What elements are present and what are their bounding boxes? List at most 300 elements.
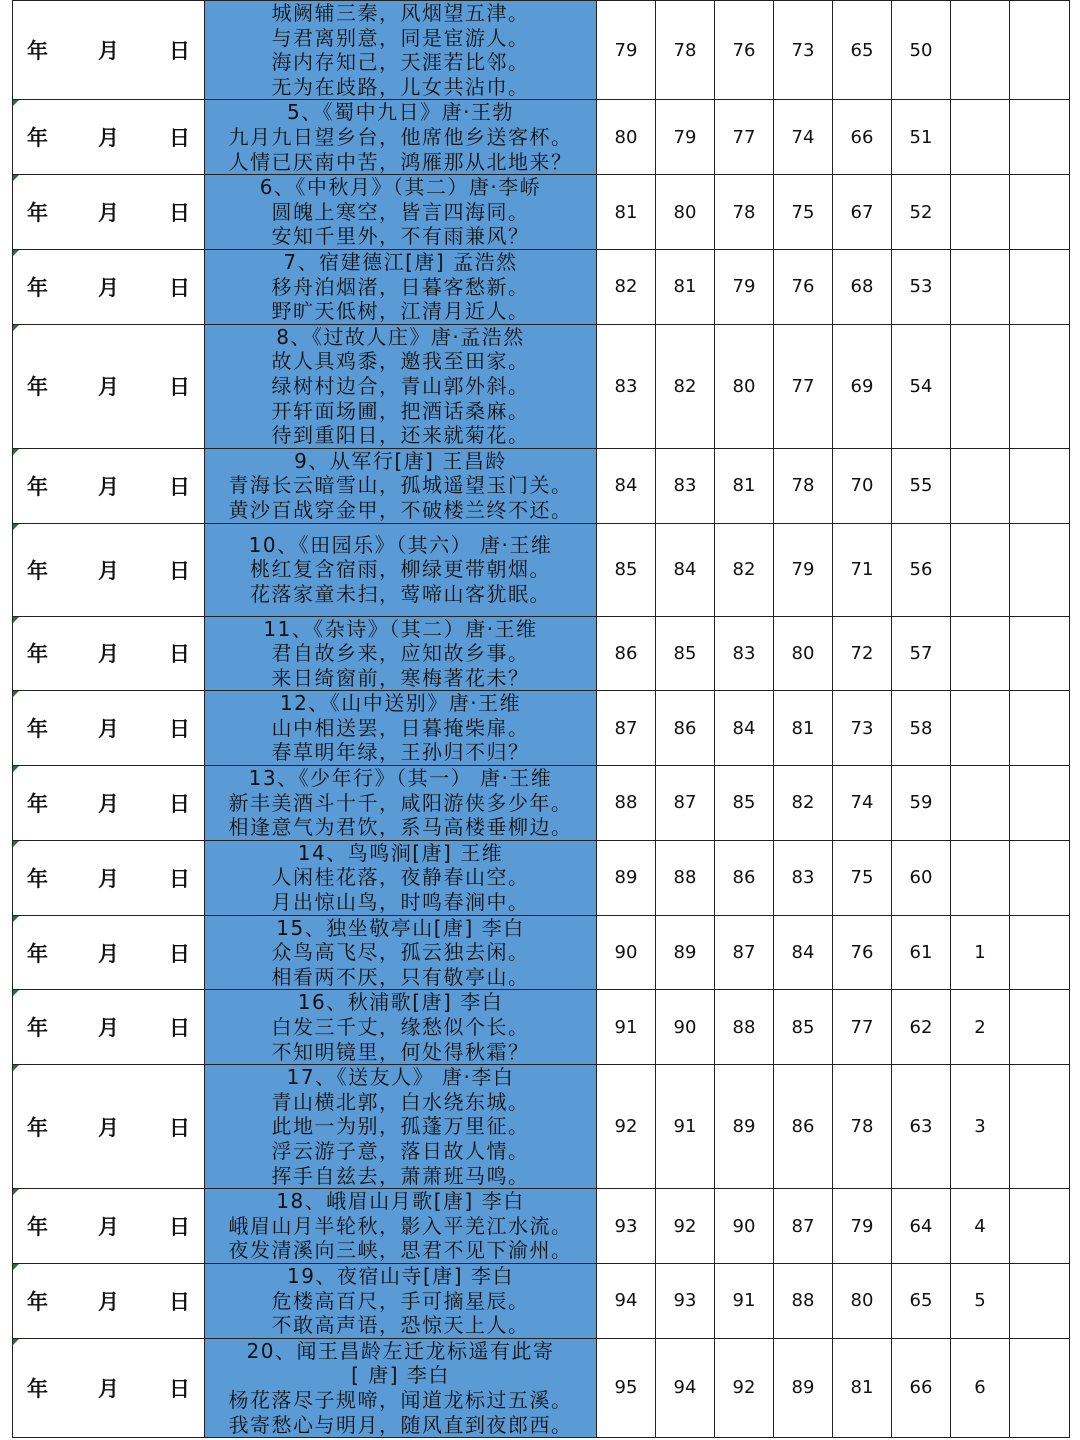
cell-corner-marker — [13, 617, 19, 623]
count-cell[interactable] — [1010, 1189, 1070, 1264]
cell-corner-marker — [13, 449, 19, 455]
date-label-day: 日 — [169, 275, 190, 300]
date-labels — [13, 197, 204, 227]
poem-cell — [205, 448, 597, 523]
poem-schedule-table — [12, 0, 1070, 1438]
count-cell[interactable]: 74 — [833, 766, 892, 841]
count-cell[interactable] — [951, 691, 1010, 766]
count-cell[interactable]: 5 — [951, 1263, 1010, 1338]
count-cell[interactable]: 70 — [833, 448, 892, 523]
cell-corner-marker — [13, 691, 19, 697]
count-cell[interactable]: 86 — [774, 1065, 833, 1189]
date-labels — [13, 938, 204, 968]
count-cell[interactable]: 88 — [597, 766, 656, 841]
date-labels — [13, 788, 204, 818]
count-cell[interactable] — [1010, 990, 1070, 1065]
count-cell[interactable]: 55 — [892, 448, 951, 523]
poem-line: 移舟泊烟渚，日暮客愁新。 — [271, 274, 530, 299]
count-cell[interactable]: 63 — [892, 1065, 951, 1189]
count-cell[interactable]: 85 — [597, 523, 656, 616]
count-cell[interactable]: 89 — [597, 840, 656, 915]
poem-cell — [205, 324, 597, 448]
count-cell[interactable]: 90 — [656, 990, 715, 1065]
poem-line: 浮云游子意，落日故人情。 — [271, 1138, 530, 1163]
count-cell[interactable]: 82 — [774, 766, 833, 841]
date-label-year: 年 — [27, 1215, 48, 1240]
count-cell[interactable] — [1010, 766, 1070, 841]
date-cell[interactable] — [13, 249, 205, 324]
date-cell[interactable] — [13, 1065, 205, 1189]
date-label-year: 年 — [27, 791, 48, 816]
date-label-year: 年 — [27, 941, 48, 966]
count-cell[interactable]: 83 — [715, 616, 774, 691]
count-cell[interactable]: 78 — [715, 175, 774, 250]
date-label-year: 年 — [27, 39, 48, 64]
count-cell[interactable]: 89 — [656, 915, 715, 990]
poem-cell — [205, 175, 597, 250]
count-cell[interactable] — [1010, 324, 1070, 448]
count-cell[interactable]: 65 — [833, 1, 892, 100]
date-label-day: 日 — [169, 1376, 190, 1401]
count-cell[interactable]: 90 — [597, 915, 656, 990]
date-label-month: 月 — [98, 558, 119, 583]
poem-line: 人闲桂花落，夜静春山空。 — [271, 865, 530, 890]
date-labels — [13, 35, 204, 65]
date-label-day: 日 — [169, 1016, 190, 1041]
count-cell[interactable]: 89 — [774, 1338, 833, 1437]
count-cell[interactable] — [951, 324, 1010, 448]
poem-cell — [205, 915, 597, 990]
count-cell[interactable]: 84 — [656, 523, 715, 616]
count-cell[interactable] — [951, 175, 1010, 250]
count-cell[interactable] — [1010, 1338, 1070, 1437]
table-row — [13, 324, 1070, 448]
date-cell[interactable] — [13, 616, 205, 691]
poem-line: 新丰美酒斗十千，咸阳游侠多少年。 — [228, 790, 573, 815]
date-label-day: 日 — [169, 1115, 190, 1140]
poem-cell — [205, 100, 597, 175]
count-cell[interactable] — [951, 448, 1010, 523]
date-cell[interactable] — [13, 448, 205, 523]
poem-line: 夜发清溪向三峡，思君不见下渝州。 — [228, 1238, 573, 1263]
poem-line: 城阙辅三秦，风烟望五津。 — [271, 1, 530, 25]
count-cell[interactable]: 87 — [597, 691, 656, 766]
count-cell[interactable]: 86 — [656, 691, 715, 766]
count-cell[interactable]: 94 — [656, 1338, 715, 1437]
count-cell[interactable]: 88 — [774, 1263, 833, 1338]
count-cell[interactable]: 93 — [656, 1263, 715, 1338]
table-row — [13, 1189, 1070, 1264]
date-label-month: 月 — [98, 717, 119, 742]
count-cell[interactable]: 1 — [951, 915, 1010, 990]
count-cell[interactable]: 65 — [892, 1263, 951, 1338]
count-cell[interactable]: 66 — [892, 1338, 951, 1437]
date-label-month: 月 — [98, 866, 119, 891]
date-label-year: 年 — [27, 1289, 48, 1314]
count-cell[interactable]: 67 — [833, 175, 892, 250]
date-label-month: 月 — [98, 642, 119, 667]
date-cell[interactable] — [13, 1263, 205, 1338]
date-label-month: 月 — [98, 474, 119, 499]
count-cell[interactable]: 6 — [951, 1338, 1010, 1437]
poem-cell — [205, 1189, 597, 1264]
poem-line: 安知千里外，不有雨兼风？ — [271, 224, 530, 249]
count-cell[interactable]: 81 — [833, 1338, 892, 1437]
table-row — [13, 990, 1070, 1065]
date-cell[interactable] — [13, 1, 205, 100]
poem-line: 来日绮窗前，寒梅著花未？ — [271, 665, 530, 690]
count-cell[interactable]: 79 — [774, 523, 833, 616]
poem-title: 12、《山中送别》唐·王维 — [279, 691, 522, 716]
count-cell[interactable]: 61 — [892, 915, 951, 990]
date-label-day: 日 — [169, 558, 190, 583]
count-cell[interactable]: 80 — [774, 616, 833, 691]
poem-title: 13、《少年行》（其一） 唐·王维 — [248, 766, 553, 791]
table-row — [13, 1263, 1070, 1338]
count-cell[interactable]: 80 — [833, 1263, 892, 1338]
count-cell[interactable] — [1010, 1, 1070, 100]
date-cell[interactable] — [13, 100, 205, 175]
poem-line: 山中相送罢，日暮掩柴扉。 — [271, 715, 530, 740]
date-cell[interactable] — [13, 691, 205, 766]
count-cell[interactable]: 66 — [833, 100, 892, 175]
poem-line: 野旷天低树，江清月近人。 — [271, 299, 530, 324]
poem-line: 与君离别意，同是宦游人。 — [271, 25, 530, 50]
poem-line: 挥手自兹去，萧萧班马鸣。 — [271, 1163, 530, 1188]
count-cell[interactable] — [1010, 915, 1070, 990]
date-cell[interactable] — [13, 840, 205, 915]
date-cell[interactable] — [13, 175, 205, 250]
count-cell[interactable]: 77 — [833, 990, 892, 1065]
count-cell[interactable]: 76 — [715, 1, 774, 100]
poem-title: 17、《送友人》 唐·李白 — [286, 1065, 515, 1090]
count-cell[interactable]: 57 — [892, 616, 951, 691]
poem-line: 故人具鸡黍，邀我至田家。 — [271, 349, 530, 374]
count-cell[interactable]: 54 — [892, 324, 951, 448]
date-cell[interactable] — [13, 1338, 205, 1437]
poem-cell — [205, 840, 597, 915]
count-cell[interactable]: 77 — [774, 324, 833, 448]
count-cell[interactable]: 62 — [892, 990, 951, 1065]
date-labels — [13, 863, 204, 893]
poem-title: 20、闻王昌龄左迁龙标遥有此寄 — [246, 1338, 555, 1363]
date-label-year: 年 — [27, 474, 48, 499]
count-cell[interactable]: 79 — [715, 249, 774, 324]
count-cell[interactable]: 91 — [656, 1065, 715, 1189]
count-cell[interactable] — [951, 616, 1010, 691]
date-label-day: 日 — [169, 642, 190, 667]
count-cell[interactable]: 85 — [774, 990, 833, 1065]
date-labels — [13, 1286, 204, 1316]
count-cell[interactable]: 80 — [597, 100, 656, 175]
poem-line: 无为在歧路，儿女共沾巾。 — [271, 74, 530, 99]
date-cell[interactable] — [13, 1189, 205, 1264]
count-cell[interactable]: 84 — [774, 915, 833, 990]
count-cell[interactable] — [951, 840, 1010, 915]
poem-line: [ 唐] 李白 — [351, 1363, 450, 1388]
count-cell[interactable]: 84 — [597, 448, 656, 523]
date-label-day: 日 — [169, 39, 190, 64]
poem-cell — [205, 691, 597, 766]
date-labels — [13, 471, 204, 501]
poem-title: 9、从军行[唐] 王昌龄 — [294, 448, 507, 473]
count-cell[interactable]: 95 — [597, 1338, 656, 1437]
date-label-day: 日 — [169, 126, 190, 151]
count-cell[interactable]: 81 — [774, 691, 833, 766]
count-cell[interactable]: 94 — [597, 1263, 656, 1338]
poem-line: 春草明年绿，王孙归不归？ — [271, 740, 530, 765]
date-labels — [13, 713, 204, 743]
count-cell[interactable] — [1010, 448, 1070, 523]
count-cell[interactable]: 64 — [892, 1189, 951, 1264]
count-cell[interactable]: 4 — [951, 1189, 1010, 1264]
count-cell[interactable] — [951, 249, 1010, 324]
date-label-year: 年 — [27, 126, 48, 151]
count-cell[interactable]: 91 — [597, 990, 656, 1065]
cell-corner-marker — [13, 524, 19, 530]
count-cell[interactable]: 78 — [774, 448, 833, 523]
count-cell[interactable]: 88 — [715, 990, 774, 1065]
count-cell[interactable]: 93 — [597, 1189, 656, 1264]
table-row — [13, 100, 1070, 175]
count-cell[interactable] — [1010, 1263, 1070, 1338]
count-cell[interactable]: 80 — [715, 324, 774, 448]
count-cell[interactable]: 83 — [774, 840, 833, 915]
poem-line: 此地一为别，孤蓬万里征。 — [271, 1114, 530, 1139]
poem-title: 5、《蜀中九日》唐·王勃 — [286, 100, 515, 125]
table-row — [13, 1, 1070, 100]
count-cell[interactable]: 81 — [656, 249, 715, 324]
count-cell[interactable]: 72 — [833, 616, 892, 691]
count-cell[interactable] — [1010, 249, 1070, 324]
count-cell[interactable]: 58 — [892, 691, 951, 766]
date-labels — [13, 122, 204, 152]
table-row — [13, 766, 1070, 841]
count-cell[interactable]: 85 — [715, 766, 774, 841]
count-cell[interactable]: 73 — [833, 691, 892, 766]
date-label-year: 年 — [27, 275, 48, 300]
count-cell[interactable]: 2 — [951, 990, 1010, 1065]
poem-cell — [205, 990, 597, 1065]
count-cell[interactable] — [1010, 840, 1070, 915]
count-cell[interactable]: 89 — [715, 1065, 774, 1189]
count-cell[interactable]: 82 — [597, 249, 656, 324]
table-row — [13, 249, 1070, 324]
count-cell[interactable]: 81 — [715, 448, 774, 523]
count-cell[interactable]: 78 — [833, 1065, 892, 1189]
count-cell[interactable]: 87 — [715, 915, 774, 990]
poem-title: 10、《田园乐》（其六） 唐·王维 — [248, 532, 553, 557]
poem-title: 7、宿建德江[唐] 孟浩然 — [283, 249, 518, 274]
count-cell[interactable]: 69 — [833, 324, 892, 448]
cell-corner-marker — [13, 325, 19, 331]
count-cell[interactable]: 73 — [774, 1, 833, 100]
count-cell[interactable]: 71 — [833, 523, 892, 616]
count-cell[interactable]: 56 — [892, 523, 951, 616]
count-cell[interactable]: 83 — [597, 324, 656, 448]
date-label-day: 日 — [169, 1215, 190, 1240]
date-label-year: 年 — [27, 642, 48, 667]
count-cell[interactable]: 78 — [656, 1, 715, 100]
count-cell[interactable]: 79 — [597, 1, 656, 100]
count-cell[interactable]: 87 — [774, 1189, 833, 1264]
date-labels — [13, 1112, 204, 1142]
count-cell[interactable]: 92 — [656, 1189, 715, 1264]
count-cell[interactable]: 51 — [892, 100, 951, 175]
poem-cell — [205, 1065, 597, 1189]
count-cell[interactable]: 88 — [656, 840, 715, 915]
count-cell[interactable]: 52 — [892, 175, 951, 250]
poem-line: 白发三千丈，缘愁似个长。 — [271, 1015, 530, 1039]
count-cell[interactable]: 91 — [715, 1263, 774, 1338]
table-row — [13, 840, 1070, 915]
count-cell[interactable]: 75 — [774, 175, 833, 250]
date-cell[interactable] — [13, 915, 205, 990]
poem-cell — [205, 523, 597, 616]
date-label-month: 月 — [98, 1115, 119, 1140]
poem-cell — [205, 249, 597, 324]
poem-line: 绿树村边合，青山郭外斜。 — [271, 373, 530, 398]
poem-line: 人情已厌南中苦，鸿雁那从北地来？ — [228, 149, 573, 174]
poem-title: 11、《杂诗》（其二）唐·王维 — [263, 616, 538, 641]
date-label-month: 月 — [98, 1376, 119, 1401]
count-cell[interactable]: 92 — [597, 1065, 656, 1189]
date-labels — [13, 1211, 204, 1241]
date-label-year: 年 — [27, 717, 48, 742]
count-cell[interactable]: 86 — [715, 840, 774, 915]
table-row — [13, 448, 1070, 523]
poem-line: 青山横北郭，白水绕东城。 — [271, 1089, 530, 1114]
count-cell[interactable]: 82 — [656, 324, 715, 448]
date-cell[interactable] — [13, 990, 205, 1065]
poem-line: 相看两不厌，只有敬亭山。 — [271, 964, 530, 989]
poem-cell — [205, 1, 597, 100]
table-row — [13, 915, 1070, 990]
poem-cell — [205, 1263, 597, 1338]
date-label-month: 月 — [98, 1016, 119, 1041]
count-cell[interactable] — [1010, 1065, 1070, 1189]
poem-title: 19、夜宿山寺[唐] 李白 — [287, 1263, 514, 1288]
date-cell[interactable] — [13, 324, 205, 448]
count-cell[interactable]: 84 — [715, 691, 774, 766]
count-cell[interactable]: 83 — [656, 448, 715, 523]
date-label-day: 日 — [169, 375, 190, 400]
date-labels — [13, 1012, 204, 1042]
count-cell[interactable] — [1010, 175, 1070, 250]
date-label-year: 年 — [27, 1115, 48, 1140]
count-cell[interactable]: 90 — [715, 1189, 774, 1264]
cell-corner-marker — [13, 1189, 19, 1195]
date-label-day: 日 — [169, 866, 190, 891]
poem-cell — [205, 766, 597, 841]
date-label-year: 年 — [27, 1376, 48, 1401]
count-cell[interactable]: 85 — [656, 616, 715, 691]
count-cell[interactable] — [1010, 523, 1070, 616]
poem-line: 待到重阳日，还来就菊花。 — [271, 423, 530, 448]
poem-title: 14、鸟鸣涧[唐] 王维 — [297, 840, 504, 865]
poem-line: 黄沙百战穿金甲，不破楼兰终不还。 — [228, 497, 573, 522]
count-cell[interactable]: 77 — [715, 100, 774, 175]
count-cell[interactable]: 60 — [892, 840, 951, 915]
count-cell[interactable]: 76 — [833, 915, 892, 990]
count-cell[interactable] — [1010, 616, 1070, 691]
count-cell[interactable] — [951, 100, 1010, 175]
count-cell[interactable]: 79 — [833, 1189, 892, 1264]
count-cell[interactable]: 81 — [597, 175, 656, 250]
date-labels — [13, 638, 204, 668]
date-labels — [13, 1373, 204, 1403]
poem-line: 九月九日望乡台，他席他乡送客杯。 — [228, 124, 573, 149]
count-cell[interactable]: 80 — [656, 175, 715, 250]
count-cell[interactable] — [951, 523, 1010, 616]
poem-line: 青海长云暗雪山，孤城遥望玉门关。 — [228, 473, 573, 498]
poem-line: 危楼高百尺，手可摘星辰。 — [271, 1288, 530, 1313]
poem-cell — [205, 616, 597, 691]
table-row — [13, 175, 1070, 250]
poem-line: 我寄愁心与明月，随风直到夜郎西。 — [228, 1412, 573, 1437]
count-cell[interactable]: 75 — [833, 840, 892, 915]
cell-corner-marker — [13, 1264, 19, 1270]
count-cell[interactable]: 74 — [774, 100, 833, 175]
date-cell[interactable] — [13, 766, 205, 841]
poem-line: 峨眉山月半轮秋，影入平羌江水流。 — [228, 1213, 573, 1238]
count-cell[interactable]: 59 — [892, 766, 951, 841]
count-cell[interactable]: 86 — [597, 616, 656, 691]
count-cell[interactable]: 76 — [774, 249, 833, 324]
poem-line: 圆魄上寒空，皆言四海同。 — [271, 199, 530, 224]
date-label-year: 年 — [27, 1016, 48, 1041]
date-label-day: 日 — [169, 717, 190, 742]
date-label-year: 年 — [27, 866, 48, 891]
count-cell[interactable]: 92 — [715, 1338, 774, 1437]
date-label-year: 年 — [27, 558, 48, 583]
table-row — [13, 1065, 1070, 1189]
table-row — [13, 1338, 1070, 1437]
date-cell[interactable] — [13, 523, 205, 616]
count-cell[interactable]: 53 — [892, 249, 951, 324]
count-cell[interactable]: 87 — [656, 766, 715, 841]
count-cell[interactable]: 50 — [892, 1, 951, 100]
poem-line: 相逢意气为君饮，系马高楼垂柳边。 — [228, 815, 573, 840]
poem-title: 6、《中秋月》（其二）唐·李峤 — [259, 175, 542, 200]
count-cell[interactable]: 68 — [833, 249, 892, 324]
count-cell[interactable]: 79 — [656, 100, 715, 175]
date-labels — [13, 371, 204, 401]
cell-corner-marker — [13, 916, 19, 922]
poem-line: 开轩面场圃，把酒话桑麻。 — [271, 398, 530, 423]
poem-line: 众鸟高飞尽，孤云独去闲。 — [271, 940, 530, 965]
poem-title: 16、秋浦歌[唐] 李白 — [297, 990, 504, 1015]
poem-line: 海内存知己，天涯若比邻。 — [271, 50, 530, 75]
poem-title: 15、独坐敬亭山[唐] 李白 — [276, 915, 525, 940]
count-cell[interactable]: 82 — [715, 523, 774, 616]
count-cell[interactable] — [951, 766, 1010, 841]
cell-corner-marker — [13, 250, 19, 256]
cell-corner-marker — [13, 1065, 19, 1071]
table-row — [13, 691, 1070, 766]
poem-line: 不敢高声语，恐惊天上人。 — [271, 1313, 530, 1338]
cell-corner-marker — [13, 766, 19, 772]
date-label-month: 月 — [98, 126, 119, 151]
date-label-month: 月 — [98, 201, 119, 226]
poem-line: 花落家童未扫，莺啼山客犹眠。 — [250, 581, 551, 606]
count-cell[interactable] — [1010, 691, 1070, 766]
count-cell[interactable] — [1010, 100, 1070, 175]
count-cell[interactable]: 3 — [951, 1065, 1010, 1189]
cell-corner-marker — [13, 1339, 19, 1345]
count-cell[interactable] — [951, 1, 1010, 100]
cell-corner-marker — [13, 100, 19, 106]
